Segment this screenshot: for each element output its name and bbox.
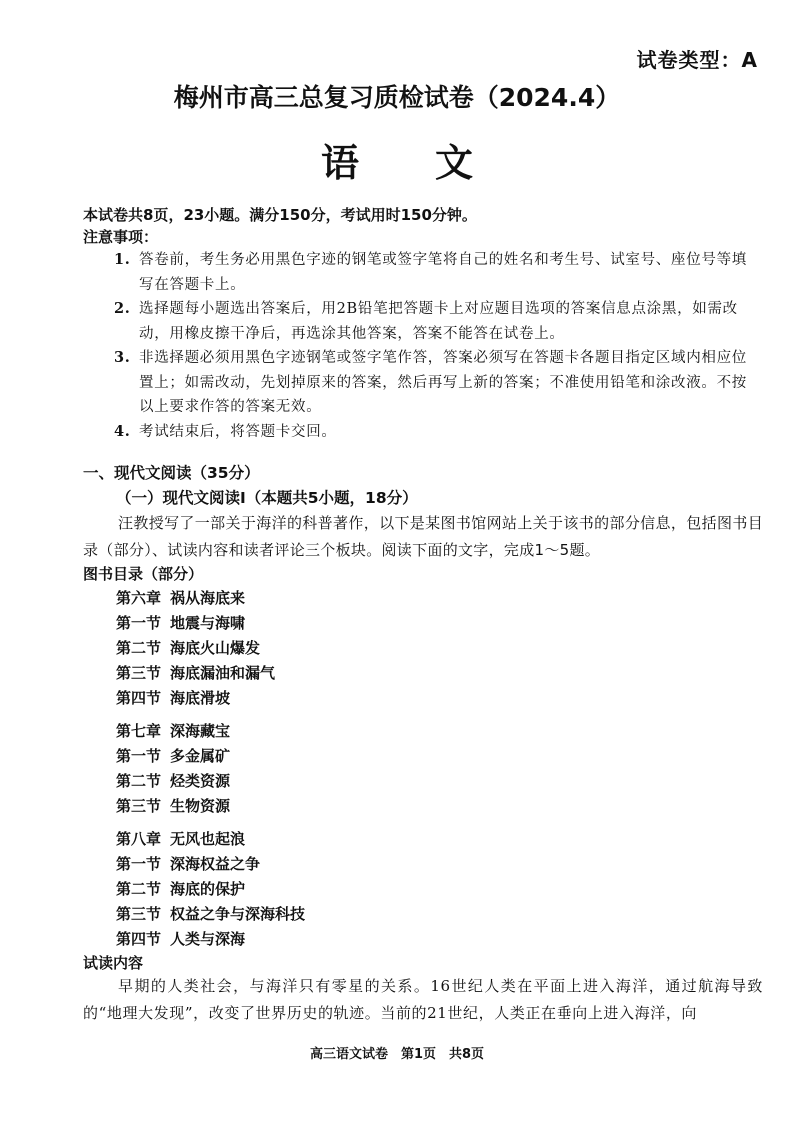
- notice-text: 答卷前，考生务必用黑色字迹的钢笔或签字笔将自己的姓名和考生号、试室号、座位号等填写在答题卡上。: [139, 252, 747, 293]
- catalog-entry-name: 地震与海啸: [170, 614, 246, 632]
- trial-text: 早期的人类社会，与海洋只有零星的关系。16世纪人类在平面上进入海洋，通过航海导致的“地理大发现”，改变了世界历史的轨迹。当前的21世纪，人类正在垂向上进入海洋，向: [83, 977, 763, 1022]
- catalog-entry-label: 第四节: [116, 689, 162, 707]
- exam-intro: 本试卷共8页，23小题。满分150分，考试用时150分钟。: [83, 206, 477, 224]
- catalog-entry: [116, 795, 230, 816]
- notice-item: [114, 297, 762, 346]
- catalog-entry-label: 第二节: [116, 772, 162, 790]
- subject-title: 语 文: [320, 141, 473, 185]
- catalog-entry-name: 人类与深海: [170, 930, 246, 948]
- catalog-entry: [116, 687, 230, 708]
- catalog-entry-name: 多金属矿: [170, 747, 231, 765]
- catalog-entry-name: 权益之争与深海科技: [170, 905, 306, 923]
- notice-item: [114, 248, 762, 297]
- notice-list: [114, 248, 762, 444]
- catalog-entry-label: 第二节: [116, 639, 162, 657]
- catalog-entry-label: 第一节: [116, 855, 162, 873]
- notice-number: 4.: [114, 422, 131, 440]
- catalog-entry-name: 海底火山爆发: [170, 639, 261, 657]
- catalog-entry-name: 烃类资源: [170, 772, 231, 790]
- catalog-entry-label: 第三节: [116, 797, 162, 815]
- catalog-entry: [116, 903, 305, 924]
- catalog-entry: [116, 928, 245, 949]
- catalog-entry-label: 第二节: [116, 880, 162, 898]
- catalog-entry-name: 深海权益之争: [170, 855, 261, 873]
- trial-title: 试读内容: [83, 954, 144, 972]
- catalog-entry: [116, 878, 245, 899]
- catalog-entry: [116, 853, 260, 874]
- notice-number: 3.: [114, 349, 131, 366]
- catalog-entry: [116, 637, 260, 658]
- catalog-entry: [116, 587, 245, 608]
- notice-text: 考试结束后，将答题卡交回。: [139, 423, 337, 440]
- exam-title: 梅州市高三总复习质检试卷（2024.4）: [173, 83, 621, 112]
- catalog-entry-label: 第一节: [116, 747, 162, 765]
- notice-text: 选择题每小题选出答案后，用2B铅笔把答题卡上对应题目选项的答案信息点涂黑，如需改动，用橡皮擦干净后，再选涂其他答案，答案不能答在试卷上。: [139, 301, 738, 342]
- catalog-entry-label: 第一节: [116, 614, 162, 632]
- catalog-entry: [116, 720, 230, 741]
- catalog-entry-name: 海底漏油和漏气: [170, 664, 276, 682]
- catalog-entry-label: 第三节: [116, 905, 162, 923]
- catalog-entry: [116, 662, 275, 683]
- catalog-title: 图书目录（部分）: [83, 565, 204, 583]
- subsection-title: （一）现代文阅读Ⅰ（本题共5小题，18分）: [116, 489, 418, 507]
- catalog-entry-name: 无风也起浪: [170, 830, 246, 848]
- catalog-entry-name: 海底滑坡: [170, 689, 231, 707]
- catalog-entry-label: 第八章: [116, 830, 162, 848]
- notice-number: 1.: [114, 251, 131, 268]
- catalog-entry: [116, 828, 245, 849]
- notice-title: 注意事项：: [83, 228, 159, 246]
- notice-text: 非选择题必须用黑色字迹钢笔或签字笔作答，答案必须写在答题卡各题目指定区域内相应位置上；如需改动，先划掉原来的答案，然后再写上新的答案；不准使用铅笔和涂改液。不按以上要求作答的答案无效。: [139, 350, 747, 415]
- catalog-entry-label: 第四节: [116, 930, 162, 948]
- catalog-entry: [116, 612, 245, 633]
- catalog-entry-name: 祸从海底来: [170, 589, 246, 607]
- notice-number: 2.: [114, 300, 131, 317]
- notice-item: [114, 420, 762, 445]
- paper-type: 试卷类型：A: [636, 48, 758, 72]
- catalog-entry-name: 海底的保护: [170, 880, 246, 898]
- section-title: 一、现代文阅读（35分）: [83, 464, 260, 482]
- catalog-entry-name: 深海藏宝: [170, 722, 231, 740]
- reading-instructions: 汪教授写了一部关于海洋的科普著作，以下是某图书馆网站上关于该书的部分信息，包括图书目录（部分）、试读内容和读者评论三个板块。阅读下面的文字，完成1～5题。: [83, 514, 763, 559]
- catalog-entry-label: 第六章: [116, 589, 162, 607]
- catalog-entry: [116, 745, 230, 766]
- page-footer: 高三语文试卷 第1页 共8页: [309, 1047, 485, 1062]
- catalog-entry: [116, 770, 230, 791]
- catalog-entry-label: 第七章: [116, 722, 162, 740]
- catalog-entry-name: 生物资源: [170, 797, 231, 815]
- notice-item: [114, 346, 762, 420]
- catalog-entry-label: 第三节: [116, 664, 162, 682]
